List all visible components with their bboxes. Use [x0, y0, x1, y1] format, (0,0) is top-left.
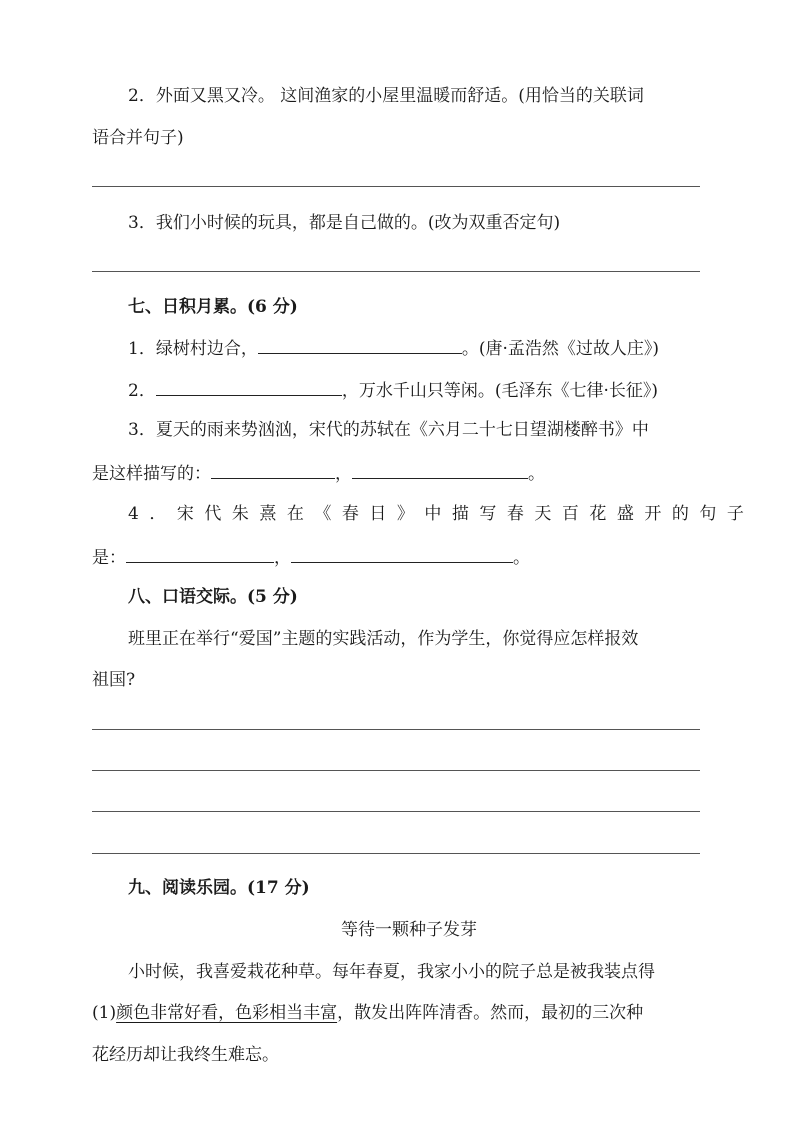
underlined-sentence: 颜色非常好看，色彩相当丰富 [116, 1003, 338, 1023]
section9-heading: 九、阅读乐园。(17 分) [128, 878, 310, 898]
item2-blank[interactable] [156, 377, 342, 396]
passage-title: 等待一颗种子发芽 [341, 920, 477, 940]
passage-para-line1: 小时候，我喜爱栽花种草。每年春夏，我家小小的院子总是被我装点得 [128, 962, 655, 982]
item3-sep: ， [335, 464, 352, 484]
q2-line1: 2．外面又黑又冷。 这间渔家的小屋里温暖而舒适。(用恰当的关联词 [128, 86, 644, 106]
section7-item4-line2 [92, 544, 530, 570]
section8-answer-line-4[interactable] [92, 853, 700, 854]
section8-answer-line-1[interactable] [92, 729, 700, 730]
section7-item2 [128, 377, 658, 403]
q3-answer-line[interactable] [92, 271, 700, 272]
section8-heading: 八、口语交际。(5 分) [128, 587, 298, 607]
item1-prefix: 1．绿树村边合， [128, 339, 258, 359]
q2-line2: 语合并句子) [92, 128, 184, 148]
section7-item4-line1: 4．宋代朱熹在《春日》中描写春天百花盛开的句子 [128, 504, 755, 524]
passage-para-line3: 花经历却让我终生难忘。 [92, 1045, 279, 1065]
section7-item3-line2 [92, 460, 545, 486]
section8-prompt-line2: 祖国? [92, 670, 136, 690]
item4-blank-1[interactable] [126, 544, 274, 563]
item4-sep: ， [274, 548, 291, 568]
q3-text: 3．我们小时候的玩具，都是自己做的。(改为双重否定句) [128, 213, 561, 233]
item4-prefix: 是： [92, 548, 126, 568]
item3-prefix: 是这样描写的： [92, 464, 211, 484]
item4-end: 。 [513, 548, 530, 568]
item3-blank-2[interactable] [352, 460, 528, 479]
sentence-marker: (1) [92, 1003, 117, 1023]
passage-para-line2 [92, 1001, 643, 1025]
q2-answer-line[interactable] [92, 186, 700, 187]
item3-end: 。 [528, 464, 545, 484]
item4-blank-2[interactable] [291, 544, 513, 563]
section8-prompt-line1: 班里正在举行“爱国”主题的实践活动，作为学生，你觉得应怎样报效 [128, 629, 639, 649]
section8-answer-line-2[interactable] [92, 770, 700, 771]
para-line2-rest: ，散发出阵阵清香。然而，最初的三次种 [337, 1003, 644, 1023]
item3-blank-1[interactable] [211, 460, 335, 479]
section7-item3-line1: 3．夏天的雨来势汹汹，宋代的苏轼在《六月二十七日望湖楼醉书》中 [128, 420, 649, 440]
item1-suffix: 。(唐·孟浩然《过故人庄》) [461, 339, 659, 359]
section8-answer-line-3[interactable] [92, 811, 700, 812]
section7-item1 [128, 335, 659, 361]
item2-suffix: ，万水千山只等闲。(毛泽东《七律·长征》) [341, 381, 658, 401]
section7-heading: 七、日积月累。(6 分) [128, 297, 298, 317]
item1-blank[interactable] [258, 335, 462, 354]
item2-prefix: 2． [128, 381, 156, 401]
